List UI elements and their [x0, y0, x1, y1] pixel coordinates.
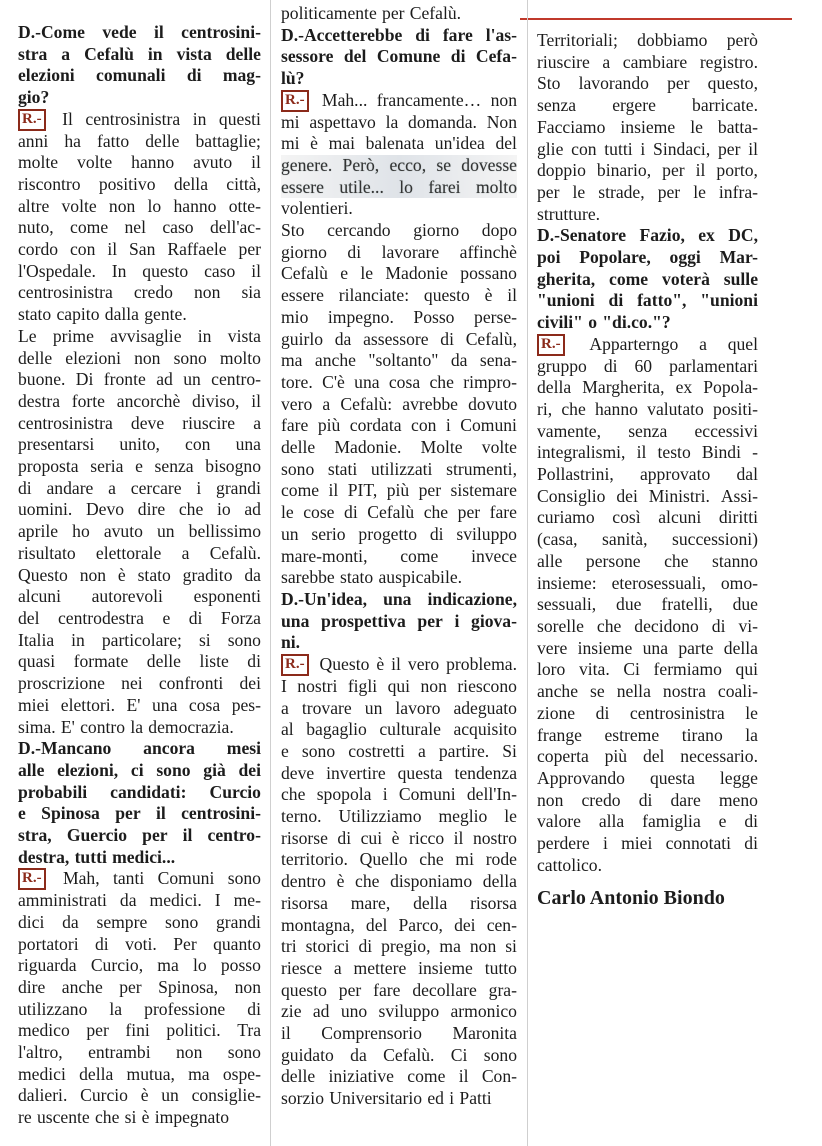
text-line: R.- Mah, tanti Comuni sono: [18, 868, 261, 890]
column-divider: [527, 0, 528, 1146]
text-line: del centrodestra e di Forza: [18, 607, 261, 628]
text-line: dici da sempre sono grandi: [18, 911, 261, 932]
text-line: aprile ho avuto un bellissimo: [18, 521, 261, 542]
text-line: (casa, sanità, successioni): [537, 529, 758, 550]
text-line: deve invertire questa tendenza: [281, 762, 517, 783]
text-line: portatori di voti. Per quanto: [18, 933, 261, 954]
interview-question: [281, 25, 517, 90]
answer-badge: R.-: [18, 868, 46, 890]
text-line: elezioni comunali di mag-: [18, 65, 261, 86]
text-line: l'Ospedale. In questo caso il: [18, 260, 261, 281]
text-line: Consiglio dei Ministri. Assi-: [537, 485, 758, 506]
text-line: "unioni di fatto", "unioni: [537, 290, 758, 311]
text-line: frange estreme tirano la: [537, 724, 758, 745]
text-line: Italia in particolare; si sono: [18, 629, 261, 650]
body-paragraph: [281, 220, 517, 589]
text-line: D.-Mancano ancora mesi: [18, 738, 261, 759]
text-line: alle elezioni, ci sono già dei: [18, 759, 261, 780]
text-line: Le prime avvisaglie in vista: [18, 325, 261, 346]
text-line: integralismi, il testo Bindi -: [537, 442, 758, 463]
text-line: perdere i miei connotati di: [537, 833, 758, 854]
text-line: insieme: eterosessuali, omo-: [537, 572, 758, 593]
text-line: risorsa mare, della risorsa: [281, 892, 517, 913]
text-line: probabili candidati: Curcio: [18, 781, 261, 802]
interview-question: [18, 22, 261, 109]
interview-answer: [18, 868, 261, 1128]
interview-answer: [18, 109, 261, 326]
text-line: e sono costretti a partire. Si: [281, 740, 517, 761]
text-line: ri, che hanno valutato positi-: [537, 398, 758, 419]
text-line: anche se nella nostra coali-: [537, 681, 758, 702]
text-line: genere. Però, ecco, se dovesse: [281, 154, 517, 175]
text-line: uomini. Devo dire che io ad: [18, 499, 261, 520]
text-line: ma anche "soltanto" da sena-: [281, 350, 517, 371]
text-line: della Margherita, ex Popola-: [537, 377, 758, 398]
text-line: volentieri.: [281, 198, 353, 219]
text-line: amministrati da medici. I me-: [18, 890, 261, 911]
text-line: R.- Apparterngo a quel: [537, 334, 758, 356]
text-line: poi Popolare, oggi Mar-: [537, 247, 758, 268]
text-line: stra a Cefalù in vista delle: [18, 43, 261, 64]
text-line: fare più cordata con i Comuni: [281, 415, 517, 436]
text-line: miei elettori. E' una cosa pes-: [18, 694, 261, 715]
text-line: mi è mai balenata un'idea del: [281, 133, 517, 154]
text-line: di andare a cercare i grandi: [18, 477, 261, 498]
text-line: proposta seria e senza bisogno: [18, 456, 261, 477]
text-line: zie ad uno sviluppo armonico: [281, 1001, 517, 1022]
text-line: vero a Cefalù: avrebbe dovuto: [281, 393, 517, 414]
text-line: sorelle che decidono di vi-: [537, 615, 758, 636]
text-line: gherita, come voterà sulle: [537, 268, 758, 289]
text-line: stato capito dalla gente.: [18, 304, 187, 325]
text-line: zione di centrosinistra le: [537, 702, 758, 723]
text-line: territorio. Quello che mi rode: [281, 849, 517, 870]
text-line: proscrizione nei confronti dei: [18, 673, 261, 694]
text-line: risultato elettorale a Cefalù.: [18, 542, 261, 563]
text-line: I nostri figli qui non riescono: [281, 675, 517, 696]
text-line: D.-Un'idea, una indicazione,: [281, 588, 517, 609]
text-line: questo per fare decollare gra-: [281, 979, 517, 1000]
text-line: lù?: [281, 68, 305, 89]
text-line: guirlo da assessore di Cefalù,: [281, 328, 517, 349]
text-line: terno. Utilizziamo meglio le: [281, 806, 517, 827]
text-line: sessuali, due fratelli, due: [537, 594, 758, 615]
text-line: R.- Il centrosinistra in questi: [18, 109, 261, 131]
text-line: riuscire a cambiare registro.: [537, 51, 758, 72]
interview-question: [281, 589, 517, 654]
text-line: Questo non è stato gradito da: [18, 564, 261, 585]
text-line: stra, Guercio per il centro-: [18, 825, 261, 846]
text-line: tore. C'è una cosa che rimpro-: [281, 371, 517, 392]
text-line: sarebbe stato auspicabile.: [281, 567, 463, 588]
text-line: montagna, del Parco, dei cen-: [281, 914, 517, 935]
column-divider: [270, 0, 271, 1146]
interview-question: [18, 738, 261, 868]
text-line: D.-Accetterebbe di fare l'as-: [281, 24, 517, 45]
body-paragraph: [281, 3, 517, 25]
text-line: vere insieme una parte della: [537, 637, 758, 658]
text-line: per le strade, per le infra-: [537, 181, 758, 202]
text-line: riguarda Curcio, ma lo posso: [18, 955, 261, 976]
text-line: molte volte hanno avuto il: [18, 152, 261, 173]
text-line: altre volte non lo hanno otte-: [18, 195, 261, 216]
article-column-3: [537, 0, 758, 1146]
text-line: nuto, come nel caso dell'ac-: [18, 217, 261, 238]
text-line: che spopola i Comuni dell'In-: [281, 784, 517, 805]
text-line: Facciamo insieme le batta-: [537, 116, 758, 137]
text-line: delle iniziative come il Con-: [281, 1066, 517, 1087]
text-line: alcuni autorevoli esponenti: [18, 586, 261, 607]
text-line: a trovare un lavoro adeguato: [281, 697, 517, 718]
answer-badge: R.-: [281, 654, 309, 676]
text-line: anni ha fatto delle battaglie;: [18, 130, 261, 151]
text-line: una prospettiva per i giova-: [281, 610, 517, 631]
text-line: medici della mutua, ma ospe-: [18, 1063, 261, 1084]
interview-answer: [281, 654, 517, 1110]
text-line: guidato da Cefalù. Ci sono: [281, 1044, 517, 1065]
text-line: riscontro positivo della città,: [18, 173, 261, 194]
text-line: come il PIT, più per sistemare: [281, 480, 517, 501]
text-line: destra, tutti medici...: [18, 846, 176, 867]
text-line: mare-monti, come invece: [281, 545, 517, 566]
text-line: destra forte ancorchè diviso, il: [18, 390, 261, 411]
text-line: utilizzano la professione di: [18, 998, 261, 1019]
text-line: sono stati utilizzati strumenti,: [281, 458, 517, 479]
article-column-2: [281, 0, 517, 1146]
text-line: dire anche per Spinosa, non: [18, 976, 261, 997]
text-line: delle elezioni non sono molto: [18, 347, 261, 368]
text-line: Cefalù e le Madonie possano: [281, 263, 517, 284]
text-line: re uscente che si è impegnato: [18, 1107, 230, 1128]
body-paragraph: [18, 326, 261, 738]
text-line: e Spinosa per il centrosini-: [18, 803, 261, 824]
text-line: doppio binario, per il porto,: [537, 160, 758, 181]
interview-question: [537, 225, 758, 334]
text-line: riesce a mettere insieme tutto: [281, 957, 517, 978]
text-line: dalieri. Curcio è un consiglie-: [18, 1085, 261, 1106]
text-line: centrosinistra deve riuscire a: [18, 412, 261, 433]
text-line: buone. Di fronte ad un centro-: [18, 369, 261, 390]
column-body: [537, 30, 758, 876]
text-line: strutture.: [537, 203, 601, 224]
text-line: valore alla famiglia e di: [537, 811, 758, 832]
answer-badge: R.-: [18, 109, 46, 131]
text-line: sorzio Universitario ed i Patti: [281, 1088, 492, 1109]
text-line: al bagaglio culturale acquisito: [281, 719, 517, 740]
text-line: le cose di Cefalù che per fare: [281, 502, 517, 523]
text-line: un serio progetto di sviluppo: [281, 523, 517, 544]
answer-badge: R.-: [281, 90, 309, 112]
text-line: civili" o "di.co."?: [537, 312, 671, 333]
text-line: centrosinistra credo non sia: [18, 282, 261, 303]
text-line: medico per fini politici. Tra: [18, 1020, 261, 1041]
text-line: essere utile... lo farei molto: [281, 176, 517, 197]
text-line: R.- Questo è il vero problema.: [281, 654, 517, 676]
text-line: tri storici di pregio, ma non si: [281, 936, 517, 957]
text-line: sessore del Comune di Cefa-: [281, 46, 517, 67]
text-line: Pollastrini, approvato dal: [537, 464, 758, 485]
interview-answer: [281, 90, 517, 220]
text-line: sima. E' contro la democrazia.: [18, 716, 234, 737]
text-line: delle Madonie. Molte volte: [281, 437, 517, 458]
text-line: vamente, senza eccessivi: [537, 420, 758, 441]
text-line: alle persone che stanno: [537, 550, 758, 571]
text-line: il Comprensorio Maronita: [281, 1023, 517, 1044]
text-line: mi aspettavo la domanda. Non: [281, 111, 517, 132]
text-line: non credo di dare meno: [537, 789, 758, 810]
text-line: dentro è che disponiamo della: [281, 871, 517, 892]
text-line: coperta più del necessario.: [537, 746, 758, 767]
text-line: D.-Come vede il centrosini-: [18, 22, 261, 42]
text-line: quasi formate delle liste di: [18, 651, 261, 672]
text-line: politicamente per Cefalù.: [281, 3, 462, 23]
text-line: gruppo di 60 parlamentari: [537, 355, 758, 376]
text-line: essere rilanciate: questo è il: [281, 285, 517, 306]
text-line: Sto lavorando per questo,: [537, 73, 758, 94]
body-paragraph: [537, 30, 758, 225]
answer-badge: R.-: [537, 334, 565, 356]
text-line: R.- Mah... francamente… non: [281, 90, 517, 112]
text-line: cattolico.: [537, 854, 602, 875]
text-line: giorno di lavorare affinchè: [281, 241, 517, 262]
text-line: D.-Senatore Fazio, ex DC,: [537, 225, 758, 246]
text-line: cordo con il San Raffaele per: [18, 239, 261, 260]
text-line: senza ergere barricate.: [537, 95, 758, 116]
text-line: glie con tutti i Sindaci, per il: [537, 138, 758, 159]
text-line: curiamo così alcuni diritti: [537, 507, 758, 528]
text-line: loro vita. Ci fermiamo qui: [537, 659, 758, 680]
author-signature: Carlo Antonio Biondo: [537, 887, 725, 910]
text-line: Approvando questa legge: [537, 767, 758, 788]
interview-answer: [537, 334, 758, 877]
text-line: Sto cercando giorno dopo: [281, 220, 517, 241]
text-line: presentarsi unito, con una: [18, 434, 261, 455]
text-line: mio impegno. Posso perse-: [281, 306, 517, 327]
text-line: gio?: [18, 87, 50, 108]
text-line: risorse di cui è ricco il nostro: [281, 827, 517, 848]
text-line: l'altro, entrambi non sono: [18, 1042, 261, 1063]
text-line: Territoriali; dobbiamo però: [537, 30, 758, 50]
article-column-1: [18, 0, 261, 1146]
text-line: ni.: [281, 632, 301, 653]
